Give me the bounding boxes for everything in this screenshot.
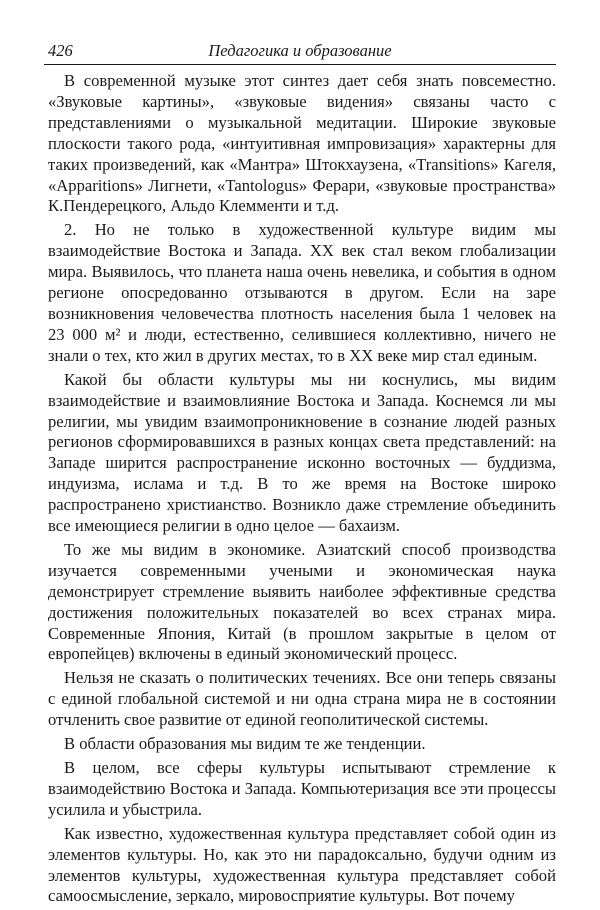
paragraph: То же мы видим в экономике. Азиатский способ производства изучается современными учеными и экономическая наука демонстрирует стремление выявить наиболее эффективные средства достижения положительных показателей во всех странах мира. Современные Япония, Китай (в прошлом закрытые в целом от европейцев) включены в единый экономический процесс.: [48, 539, 556, 664]
page-number: 426: [48, 41, 73, 60]
paragraph: Нельзя не сказать о политических течениях. Все они теперь связаны с единой глобальной системой и ни одна страна мира не в состоянии отчленить свое развитие от единой геополитической системы.: [48, 668, 556, 730]
paragraph: Какой бы области культуры мы ни коснулись, мы видим взаимодействие и взаимовлияние Востока и Запада. Коснемся ли мы религии, мы увидим взаимопроникновение в сознание людей разных регионов сформировавшихся в разных концах света представлений: на Западе ширится распространение исконно восточных — буддизма, индуизма, ислама и т.д. В то же время на Востоке широко распространено христианство. Возникло даже стремление объединить все имеющиеся религии в одно целое — бахаизм.: [48, 369, 556, 536]
paragraph: 2. Но не только в художественной культуре видим мы взаимодействие Востока и Запада. XX век стал веком глобализации мира. Выявилось, что планета наша очень невелика, и события в одном регионе опосредованно отзываются в другом. Если на заре возникновения человечества плотность населения была 1 человек на 23 000 м² и люди, естественно, селившиеся коллективно, ничего не знали о тех, кто жил в других местах, то в XX веке мир стал единым.: [48, 220, 556, 365]
paragraph: В области образования мы видим те же тенденции.: [64, 734, 426, 754]
section-title: Педагогика и образование: [208, 41, 392, 60]
running-head: [44, 40, 556, 65]
paragraph: В целом, все сферы культуры испытывают стремление к взаимодействию Востока и Запада. Компьютеризация все эти процессы усилила и убыстрила.: [48, 758, 556, 819]
paragraph: Как известно, художественная культура представляет собой один из элементов культуры. Но, как это ни парадоксально, будучи одним из элементов культуры, художественная культура представляет собой самоосмысление, зеркало, мировосприятие культуры. Вот почему: [48, 823, 556, 906]
paragraph: В современной музыке этот синтез дает себя знать повсеместно. «Звуковые картины», «звуковые видения» связаны часто с представлениями о музыкальной медитации. Широкие звуковые плоскости такого рода, «интуитивная импровизация» характерны для таких произведений, как «Мантра» Штокхаузена, «Transitions» Кагеля, «Apparitions» Лигнети, «Tantologus» Ферари, «звуковые пространства» К.Пендерецкого, Альдо Клемменти и т.д.: [48, 71, 556, 216]
body-text: [48, 71, 556, 910]
